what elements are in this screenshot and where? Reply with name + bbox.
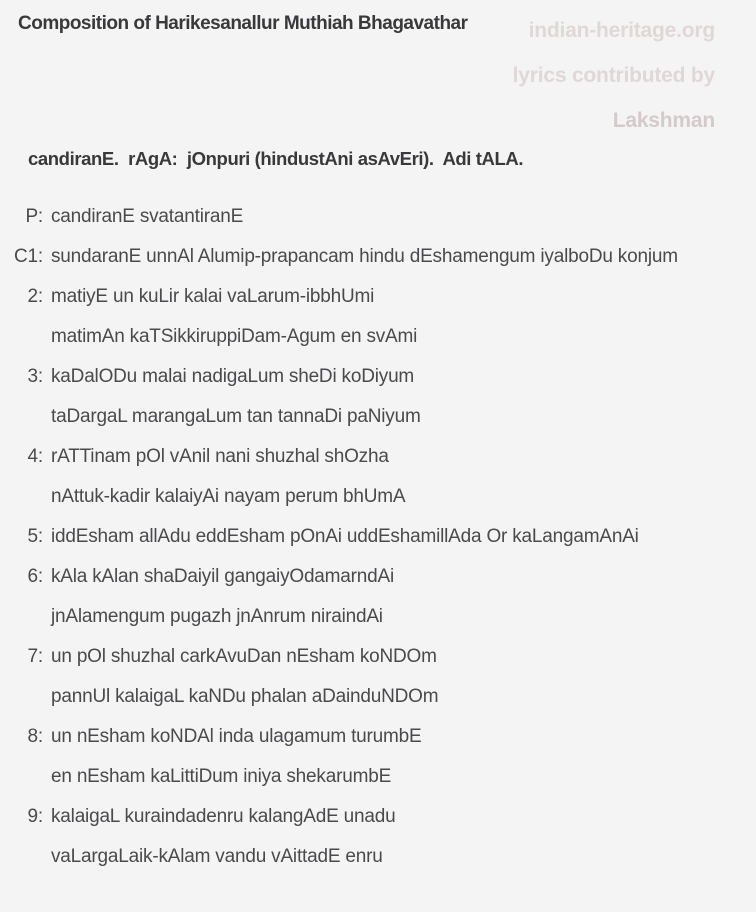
verse-text: iddEsham allAdu eddEsham pOnAi uddEshamillAda Or kaLangamAnAi	[51, 526, 639, 547]
verse-label: C1:	[14, 246, 43, 267]
verse-text: kaDalODu malai nadigaLum sheDi koDiyum	[51, 366, 415, 387]
verse-text: en nEsham kaLittiDum iniya shekarumbE	[51, 766, 392, 787]
verse-line	[0, 317, 756, 357]
verse-label: 4:	[27, 446, 43, 467]
watermark-site: indian-heritage.org	[528, 19, 715, 42]
verse-label: P:	[25, 206, 43, 227]
verse-line	[0, 477, 756, 517]
verse-text: rATTinam pOl vAnil nani shuzhal shOzha	[51, 446, 389, 467]
verse-label: 8:	[27, 726, 43, 747]
verse-line	[0, 757, 756, 797]
verse-line	[0, 677, 756, 717]
verse-line	[0, 717, 756, 757]
verse-line	[0, 637, 756, 677]
verse-label: 7:	[27, 646, 43, 667]
verse-text: sundaranE unnAl Alumip-prapancam hindu dEshamengum iyalboDu konjum	[51, 246, 678, 267]
verse-line	[0, 837, 756, 877]
verse-line	[0, 557, 756, 597]
verse-line	[0, 277, 756, 317]
verse-line	[0, 357, 756, 397]
verse-text: un pOl shuzhal carkAvuDan nEsham koNDOm	[51, 646, 437, 667]
verse-list	[0, 197, 756, 877]
verse-text: pannUl kalaigaL kaNDu phalan aDainduNDOm	[51, 686, 439, 707]
verse-line	[0, 197, 756, 237]
song-title: candiranE. rAgA: jOnpuri (hindustAni asAvEri). Adi tALA.	[28, 148, 524, 169]
verse-line	[0, 237, 756, 277]
verse-text: candiranE svatantiranE	[51, 206, 244, 227]
verse-label: 3:	[27, 366, 43, 387]
verse-label: 5:	[27, 526, 43, 547]
watermark-contributor: Lakshman	[612, 109, 715, 132]
verse-label: 2:	[27, 286, 43, 307]
verse-text: kalaigaL kuraindadenru kalangAdE unadu	[51, 806, 396, 827]
verse-line	[0, 437, 756, 477]
verse-line	[0, 517, 756, 557]
page-title: Composition of Harikesanallur Muthiah Bhagavathar	[18, 13, 468, 34]
verse-text: matimAn kaTSikkiruppiDam-Agum en svAmi	[51, 326, 418, 347]
verse-text: kAla kAlan shaDaiyil gangaiyOdamarndAi	[51, 566, 395, 587]
verse-label: 9:	[27, 806, 43, 827]
verse-text: taDargaL marangaLum tan tannaDi paNiyum	[51, 406, 421, 427]
watermark-credit: lyrics contributed by	[512, 64, 715, 87]
verse-line	[0, 597, 756, 637]
watermark	[513, 8, 715, 143]
verse-text: vaLargaLaik-kAlam vandu vAittadE enru	[51, 846, 383, 867]
verse-text: nAttuk-kadir kalaiyAi nayam perum bhUmA	[51, 486, 406, 507]
verse-label: 6:	[27, 566, 43, 587]
verse-line	[0, 797, 756, 837]
verse-line	[0, 397, 756, 437]
verse-text: un nEsham koNDAl inda ulagamum turumbE	[51, 726, 422, 747]
verse-text: matiyE un kuLir kalai vaLarum-ibbhUmi	[51, 286, 375, 307]
verse-text: jnAlamengum pugazh jnAnrum niraindAi	[51, 606, 383, 627]
